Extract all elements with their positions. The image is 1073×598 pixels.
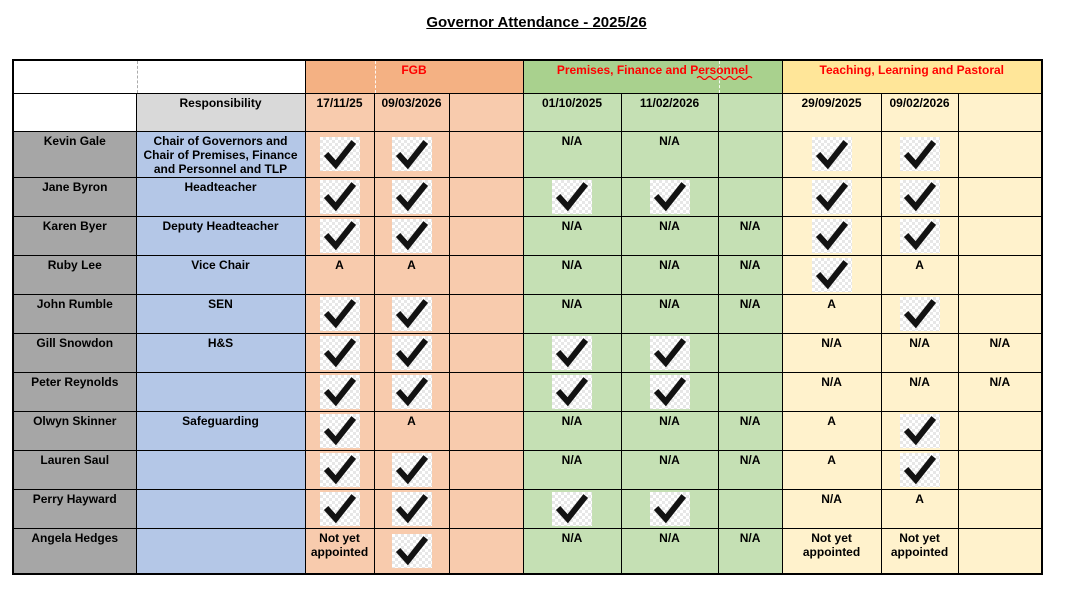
attendance-cell-check	[305, 372, 374, 411]
governor-name: Lauren Saul	[13, 450, 136, 489]
check-icon	[392, 375, 432, 409]
attendance-cell-check	[305, 411, 374, 450]
check-icon	[320, 297, 360, 331]
governor-responsibility: Vice Chair	[136, 255, 305, 294]
check-icon	[900, 219, 940, 253]
attendance-cell: N/A	[621, 450, 718, 489]
attendance-cell	[958, 489, 1042, 528]
attendance-cell-check	[305, 489, 374, 528]
attendance-cell	[449, 294, 523, 333]
attendance-cell-check	[305, 131, 374, 177]
attendance-cell	[958, 177, 1042, 216]
attendance-cell	[449, 177, 523, 216]
attendance-cell-check	[782, 216, 881, 255]
check-icon	[650, 492, 690, 526]
date-header: 11/02/2026	[621, 93, 718, 131]
attendance-cell: N/A	[782, 489, 881, 528]
attendance-cell	[449, 450, 523, 489]
attendance-cell: A	[782, 411, 881, 450]
governor-responsibility: Safeguarding	[136, 411, 305, 450]
attendance-cell-check	[374, 450, 449, 489]
table-row	[13, 333, 1042, 372]
date-header	[718, 93, 782, 131]
attendance-cell: N/A	[621, 255, 718, 294]
dashed-gridline	[375, 61, 376, 93]
governor-name: John Rumble	[13, 294, 136, 333]
check-icon	[552, 180, 592, 214]
check-icon	[650, 180, 690, 214]
attendance-cell-check	[374, 333, 449, 372]
table-row	[13, 489, 1042, 528]
group-header-blank	[13, 60, 305, 93]
check-icon	[320, 453, 360, 487]
attendance-cell	[449, 333, 523, 372]
attendance-cell: Not yet appointed	[881, 528, 958, 574]
attendance-cell	[718, 372, 782, 411]
governor-name: Angela Hedges	[13, 528, 136, 574]
attendance-cell: Not yet appointed	[782, 528, 881, 574]
attendance-cell-check	[374, 294, 449, 333]
date-header	[958, 93, 1042, 131]
table-row	[13, 372, 1042, 411]
attendance-cell-check	[621, 333, 718, 372]
governor-responsibility	[136, 489, 305, 528]
page-title: Governor Attendance - 2025/26	[426, 14, 647, 31]
attendance-cell-check	[782, 131, 881, 177]
attendance-cell	[449, 255, 523, 294]
attendance-cell	[958, 131, 1042, 177]
attendance-cell-check	[305, 216, 374, 255]
governor-responsibility	[136, 372, 305, 411]
date-header: 29/09/2025	[782, 93, 881, 131]
attendance-cell-check	[881, 294, 958, 333]
attendance-cell-check	[305, 177, 374, 216]
date-header: 17/11/25	[305, 93, 374, 131]
attendance-cell	[449, 528, 523, 574]
governor-responsibility: SEN	[136, 294, 305, 333]
check-icon	[552, 375, 592, 409]
governor-responsibility: Deputy Headteacher	[136, 216, 305, 255]
check-icon	[320, 492, 360, 526]
attendance-cell-check	[523, 333, 621, 372]
table-row	[13, 216, 1042, 255]
group-label-fgb: FGB	[401, 63, 427, 77]
attendance-cell: A	[881, 489, 958, 528]
attendance-cell: N/A	[621, 216, 718, 255]
group-header-fgb	[305, 60, 523, 93]
attendance-cell	[718, 177, 782, 216]
attendance-cell-check	[782, 177, 881, 216]
governor-responsibility: Chair of Governors and Chair of Premises, Finance and Personnel and TLP	[136, 131, 305, 177]
check-icon	[900, 453, 940, 487]
attendance-cell: N/A	[621, 294, 718, 333]
attendance-cell: A	[782, 294, 881, 333]
governor-responsibility: Headteacher	[136, 177, 305, 216]
check-icon	[392, 534, 432, 568]
attendance-table	[12, 59, 1043, 575]
attendance-cell: N/A	[718, 450, 782, 489]
attendance-cell-check	[621, 372, 718, 411]
attendance-cell: N/A	[523, 131, 621, 177]
attendance-cell-check	[374, 528, 449, 574]
table-row	[13, 528, 1042, 574]
attendance-cell: A	[881, 255, 958, 294]
attendance-cell-check	[621, 177, 718, 216]
attendance-cell	[958, 450, 1042, 489]
attendance-cell-check	[782, 255, 881, 294]
attendance-cell	[958, 255, 1042, 294]
check-icon	[392, 492, 432, 526]
check-icon	[320, 336, 360, 370]
attendance-cell-check	[374, 177, 449, 216]
attendance-cell-check	[374, 372, 449, 411]
responsibility-header: Responsibility	[136, 93, 305, 131]
check-icon	[392, 180, 432, 214]
table-row	[13, 450, 1042, 489]
attendance-cell	[449, 489, 523, 528]
governor-name: Jane Byron	[13, 177, 136, 216]
attendance-cell: N/A	[621, 528, 718, 574]
check-icon	[650, 336, 690, 370]
attendance-cell: N/A	[881, 372, 958, 411]
attendance-cell: A	[305, 255, 374, 294]
attendance-cell-check	[881, 216, 958, 255]
attendance-cell	[449, 411, 523, 450]
check-icon	[392, 453, 432, 487]
group-label-premises-finance-personnel: Premises, Finance and Personnel	[556, 63, 749, 77]
check-icon	[320, 137, 360, 171]
attendance-cell	[958, 216, 1042, 255]
attendance-cell-check	[305, 294, 374, 333]
attendance-cell: N/A	[621, 131, 718, 177]
check-icon	[392, 297, 432, 331]
date-header: 01/10/2025	[523, 93, 621, 131]
attendance-cell: N/A	[523, 255, 621, 294]
attendance-cell-check	[523, 489, 621, 528]
attendance-cell-check	[881, 411, 958, 450]
governor-name: Perry Hayward	[13, 489, 136, 528]
check-icon	[392, 219, 432, 253]
group-header-teaching-learning-pastoral	[782, 60, 1042, 93]
attendance-cell: N/A	[523, 216, 621, 255]
check-icon	[900, 297, 940, 331]
table-row	[13, 255, 1042, 294]
table-row	[13, 177, 1042, 216]
attendance-cell	[718, 333, 782, 372]
date-header: 09/03/2026	[374, 93, 449, 131]
date-header	[449, 93, 523, 131]
attendance-cell	[958, 294, 1042, 333]
governor-name: Gill Snowdon	[13, 333, 136, 372]
attendance-cell: A	[374, 411, 449, 450]
attendance-cell-check	[621, 489, 718, 528]
attendance-cell	[958, 411, 1042, 450]
attendance-cell	[718, 489, 782, 528]
attendance-cell: N/A	[881, 333, 958, 372]
check-icon	[320, 180, 360, 214]
governor-name: Peter Reynolds	[13, 372, 136, 411]
governor-name: Ruby Lee	[13, 255, 136, 294]
check-icon	[900, 414, 940, 448]
check-icon	[812, 137, 852, 171]
attendance-cell-check	[881, 450, 958, 489]
attendance-cell-check	[881, 131, 958, 177]
attendance-cell: N/A	[958, 333, 1042, 372]
attendance-cell-check	[374, 131, 449, 177]
attendance-cell: N/A	[782, 333, 881, 372]
governor-responsibility	[136, 528, 305, 574]
check-icon	[320, 414, 360, 448]
check-icon	[812, 180, 852, 214]
attendance-cell-check	[374, 216, 449, 255]
check-icon	[392, 336, 432, 370]
attendance-cell: N/A	[718, 255, 782, 294]
attendance-cell: N/A	[523, 528, 621, 574]
check-icon	[552, 492, 592, 526]
check-icon	[650, 375, 690, 409]
blank-corner-cell	[13, 93, 136, 131]
attendance-cell-check	[374, 489, 449, 528]
attendance-cell	[449, 216, 523, 255]
check-icon	[900, 137, 940, 171]
check-icon	[320, 219, 360, 253]
attendance-cell: N/A	[523, 294, 621, 333]
check-icon	[812, 219, 852, 253]
check-icon	[392, 137, 432, 171]
attendance-cell	[449, 372, 523, 411]
attendance-cell: A	[374, 255, 449, 294]
group-header-premises-finance-personnel	[523, 60, 782, 93]
attendance-cell: A	[782, 450, 881, 489]
check-icon	[812, 258, 852, 292]
attendance-cell	[449, 131, 523, 177]
attendance-cell: N/A	[718, 216, 782, 255]
attendance-cell: Not yet appointed	[305, 528, 374, 574]
attendance-cell-check	[305, 333, 374, 372]
table-row	[13, 411, 1042, 450]
governor-name: Kevin Gale	[13, 131, 136, 177]
check-icon	[900, 180, 940, 214]
dates-header-row	[13, 93, 1042, 131]
attendance-cell-check	[305, 450, 374, 489]
attendance-cell: N/A	[523, 450, 621, 489]
attendance-cell-check	[523, 372, 621, 411]
dashed-gridline	[137, 61, 138, 93]
attendance-cell: N/A	[718, 411, 782, 450]
attendance-cell-check	[523, 177, 621, 216]
table-row	[13, 294, 1042, 333]
attendance-cell: N/A	[523, 411, 621, 450]
spellcheck-squiggle	[696, 74, 754, 80]
table-row	[13, 131, 1042, 177]
governor-responsibility: H&S	[136, 333, 305, 372]
check-icon	[320, 375, 360, 409]
attendance-cell: N/A	[718, 528, 782, 574]
attendance-cell	[718, 131, 782, 177]
governor-name: Olwyn Skinner	[13, 411, 136, 450]
date-header: 09/02/2026	[881, 93, 958, 131]
check-icon	[552, 336, 592, 370]
attendance-cell-check	[881, 177, 958, 216]
group-header-row	[13, 60, 1042, 93]
governor-responsibility	[136, 450, 305, 489]
governor-name: Karen Byer	[13, 216, 136, 255]
attendance-cell	[958, 528, 1042, 574]
attendance-cell: N/A	[621, 411, 718, 450]
attendance-cell: N/A	[782, 372, 881, 411]
attendance-cell: N/A	[718, 294, 782, 333]
attendance-cell: N/A	[958, 372, 1042, 411]
group-label-teaching-learning-pastoral: Teaching, Learning and Pastoral	[819, 63, 1005, 77]
